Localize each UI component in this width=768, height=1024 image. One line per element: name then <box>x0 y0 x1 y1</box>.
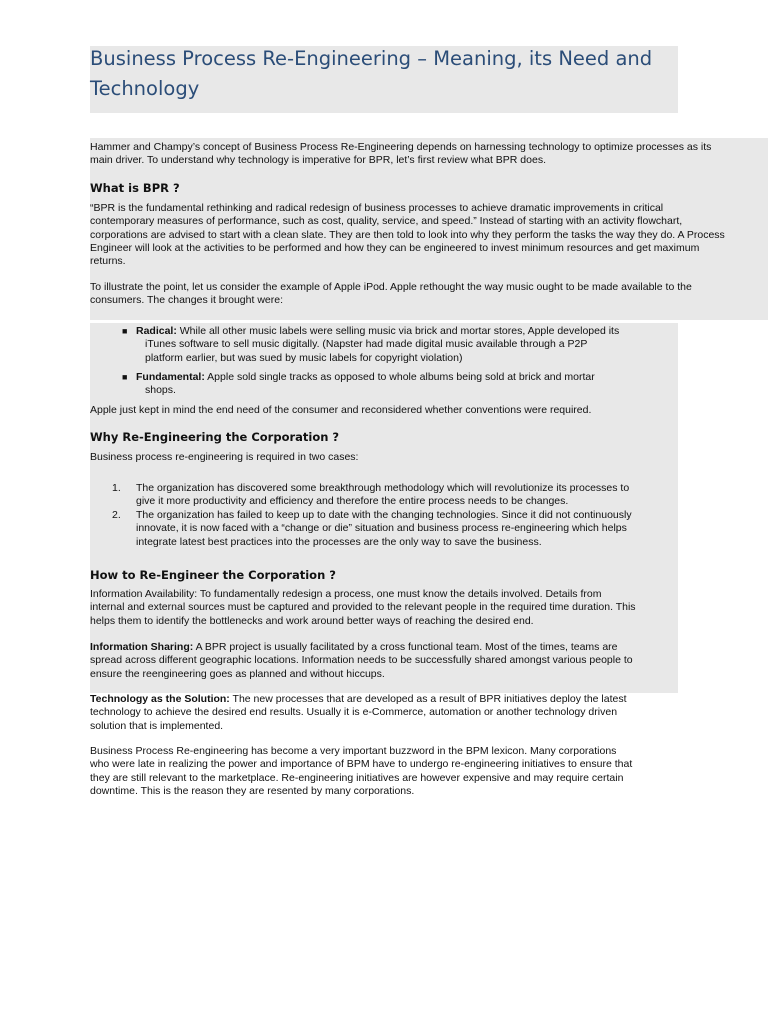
paragraph-label: Technology as the Solution: <box>90 693 230 705</box>
bullet-marker: ■ <box>122 326 128 336</box>
text-line: The new processes that are developed as a result of BPR initiatives deploy the latest <box>229 693 627 705</box>
closing-paragraph <box>90 745 768 798</box>
heading-how-to-reengineer: How to Re-Engineer the Corporation ? <box>90 568 336 582</box>
text-line: A BPR project is usually facilitated by a cross functional team. Most of the times, teams are <box>193 641 618 653</box>
heading-why-reengineering: Why Re-Engineering the Corporation ? <box>90 430 340 444</box>
ipod-paragraph <box>90 281 768 308</box>
text-line: Information Availability: To fundamentally redesign a process, one must know the details involved. Details from <box>90 588 602 600</box>
info-availability-paragraph <box>90 588 768 628</box>
text-line: Apple sold single tracks as opposed to whole albums being sold at brick and mortar <box>204 371 595 383</box>
text-line: Business Process Re-engineering has become a very important buzzword in the BPM lexicon. Many corporations <box>90 745 617 757</box>
text-line: they are still relevant to the marketplace. Re-engineering initiatives are however expensive and may require certain <box>90 771 624 784</box>
bullet-fundamental <box>136 371 656 398</box>
text-line: who were late in realizing the power and importance of BPM have to undergo re-engineering initiatives to ensure that <box>90 758 633 771</box>
text-line: To illustrate the point, let us consider the example of Apple iPod. Apple rethought the way music ought to be made available to the <box>90 281 692 293</box>
text-line: main driver. To understand why technology is imperative for BPR, let’s first review what BPR does. <box>90 154 546 167</box>
paragraph-label: Information Sharing: <box>90 641 194 653</box>
text-line: While all other music labels were selling music via brick and mortar stores, Apple developed its <box>176 325 620 337</box>
text-line: ensure the reengineering goes as planned and without hiccups. <box>90 667 385 680</box>
page-title <box>90 44 675 104</box>
bullet-label: Fundamental: <box>136 371 205 383</box>
what-is-bpr-paragraph <box>90 202 768 268</box>
text-line: integrate latest best practices into the processes are the only way to save the business. <box>136 535 542 548</box>
list-number: 2. <box>112 509 121 521</box>
info-sharing-paragraph <box>90 641 768 681</box>
bullet-marker: ■ <box>122 372 128 382</box>
text-line: shops. <box>145 384 176 397</box>
text-line: give it more productivity and efficiency and therefore the entire process needs to be changes. <box>136 495 569 508</box>
text-line: innovate, it is now faced with a “change or die” situation and business process re-engineering which helps <box>136 522 627 535</box>
text-line: “BPR is the fundamental rethinking and radical redesign of business processes to achieve dramatic improvements in critical <box>90 202 664 214</box>
bullet-radical <box>136 325 656 365</box>
text-line: platform earlier, but was sued by music labels for copyright violation) <box>145 351 463 364</box>
why-intro: Business process re-engineering is required in two cases: <box>90 451 359 463</box>
bullet-label: Radical: <box>136 325 177 337</box>
list-number: 1. <box>112 482 121 494</box>
text-line: Hammer and Champy’s concept of Business Process Re-Engineering depends on harnessing technology to optimize processes as its <box>90 141 712 153</box>
numbered-item-2 <box>136 509 676 549</box>
text-line: spread across different geographic locations. Information needs to be successfully shared amongst various people to <box>90 654 633 667</box>
text-line: contemporary measures of performance, such as cost, quality, service, and speed.” Instead of starting with an activity flowchart, <box>90 215 683 228</box>
text-line: helps them to identify the bottlenecks and work around better ways of reaching the desired end. <box>90 614 534 627</box>
text-line: The organization has discovered some breakthrough methodology which will revolutionize its processes to <box>136 482 630 494</box>
text-line: consumers. The changes it brought were: <box>90 294 283 307</box>
text-line: corporations are advised to start with a clean slate. They are then told to look into why they perform the tasks the way they do. A Process <box>90 228 725 241</box>
title-line: Technology <box>90 77 200 100</box>
text-line: The organization has failed to keep up to date with the changing technologies. Since it did not continuously <box>136 509 632 521</box>
text-line: iTunes software to sell music digitally. (Napster had made digital music available through a P2P <box>145 338 588 351</box>
text-line: solution that is implemented. <box>90 719 224 732</box>
text-line: downtime. This is the reason they are resented by many corporations. <box>90 784 415 797</box>
technology-solution-paragraph <box>90 693 768 733</box>
text-line: returns. <box>90 255 126 268</box>
text-line: internal and external sources must be captured and provided to the relevant people in the required time duration. This <box>90 601 636 614</box>
heading-what-is-bpr: What is BPR ? <box>90 181 180 195</box>
text-line: Engineer will look at the activities to be performed and how they can be engineered to invest minimum resources and get maximum <box>90 241 700 254</box>
text-line: technology to achieve the desired end results. Usually it is e-Commerce, automation or another technology driven <box>90 706 618 719</box>
apple-paragraph: Apple just kept in mind the end need of the consumer and reconsidered whether conventions were required. <box>90 404 592 416</box>
numbered-item-1 <box>136 482 676 509</box>
intro-paragraph <box>90 141 768 168</box>
title-line: Business Process Re-Engineering – Meaning, its Need and <box>90 47 653 70</box>
